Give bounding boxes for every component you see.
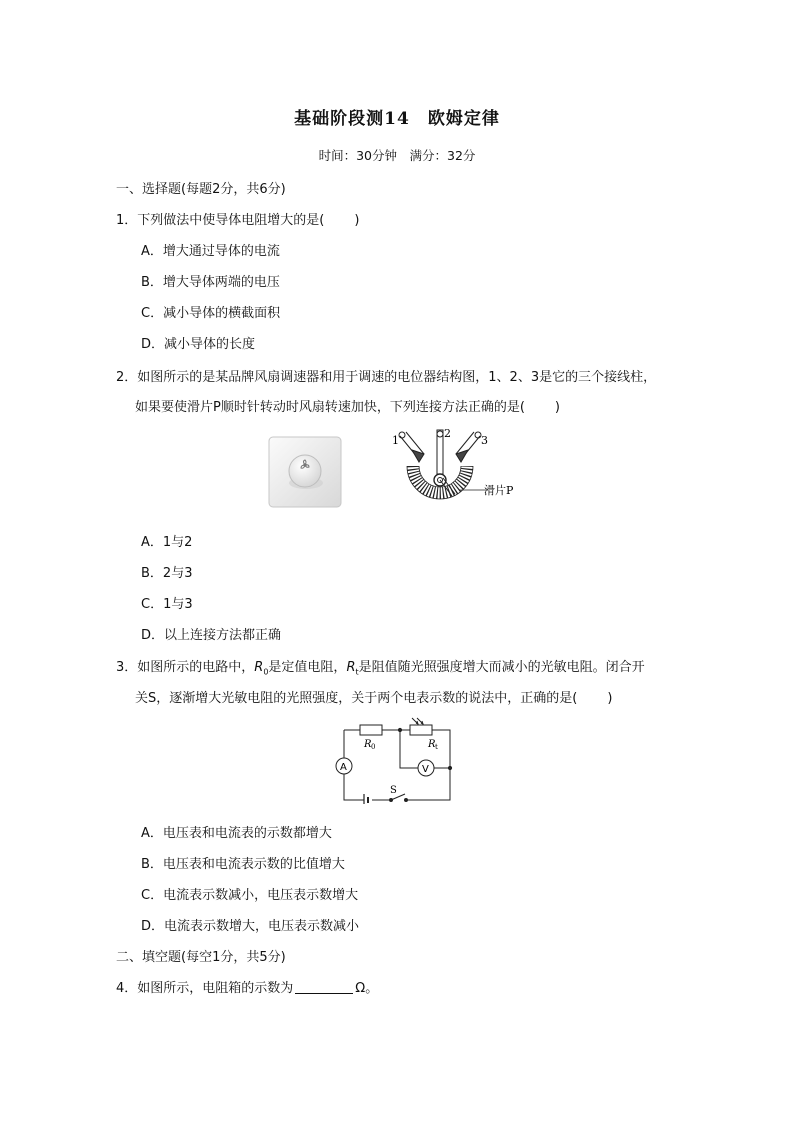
switch-label: S (390, 785, 397, 796)
terminal-3-lead (456, 432, 481, 462)
question-1-text: 1．下列做法中使导体电阻增大的是( (116, 213, 325, 228)
question-4-text: 4．如图所示，电阻箱的示数为 (116, 981, 294, 996)
page-title: 基础阶段测14 欧姆定律 (294, 109, 500, 129)
q1-option-c: C．减小导体的横截面积 (141, 306, 281, 321)
section-2-title: 二、填空题(每空1分，共5分) (116, 950, 286, 965)
q1-option-b: B．增大导体两端的电压 (141, 275, 280, 290)
q3-text-b: 是定值电阻， (268, 660, 347, 675)
q3-option-a: A．电压表和电流表的示数都增大 (141, 826, 332, 841)
answer-blank[interactable] (295, 993, 353, 994)
question-2-text: 如果要使滑片P顺时针转动时风扇转速加快，下列连接方法正确的是( (135, 400, 525, 415)
q3-option-d: D．电流表示数增大，电压表示数减小 (141, 919, 360, 934)
fan-controller-photo (268, 436, 342, 508)
section-1-title: 一、选择题(每题2分，共6分) (116, 182, 286, 197)
terminal-3-label: 3 (481, 434, 488, 447)
q3-option-c: C．电流表示数减小，电压表示数增大 (141, 888, 359, 903)
terminal-1-lead (399, 432, 424, 462)
r0-subscript: 0 (263, 667, 269, 677)
q3-option-b: B．电压表和电流表示数的比值增大 (141, 857, 345, 872)
rt-symbol: R (346, 660, 356, 675)
terminal-2-label: 2 (444, 427, 451, 440)
q2-option-b: B．2与3 (141, 566, 193, 581)
ammeter-label: A (340, 762, 347, 773)
q1-option-d: D．减小导体的长度 (141, 337, 256, 352)
answer-paren-close: ) (554, 400, 560, 415)
answer-paren-close: ) (354, 213, 360, 228)
q3-text-a: 3．如图所示的电路中， (116, 660, 255, 675)
q3-text-c: 是阻值随光照强度增大而减小的光敏电阻。闭合开 (358, 660, 645, 675)
q2-option-d: D．以上连接方法都正确 (141, 628, 282, 643)
q2-option-c: C．1与3 (141, 597, 193, 612)
question-1-stem (116, 209, 359, 228)
circuit-diagram (300, 716, 460, 804)
terminal-1-label: 1 (392, 434, 399, 447)
question-3-stem-line1 (116, 656, 645, 677)
resistor-r0 (360, 725, 382, 735)
rt-subscript: t (355, 667, 359, 677)
voltmeter-label: V (422, 764, 429, 775)
slider-label: 滑片P (484, 484, 514, 497)
photoresistor-rt (410, 725, 432, 735)
potentiometer-diagram (388, 424, 528, 516)
rt-label: R (428, 739, 436, 750)
r0-label: R (364, 739, 372, 750)
q2-option-a: A．1与2 (141, 535, 193, 550)
q1-option-a: A．增大通过导体的电流 (141, 244, 280, 259)
question-4-stem (116, 977, 378, 996)
question-3-text: 关S，逐渐增大光敏电阻的光照强度，关于两个电表示数的说法中，正确的是( (135, 691, 578, 706)
question-2-stem-line1: 2．如图所示的是某品牌风扇调速器和用于调速的电位器结构图，1、2、3是它的三个接线柱， (116, 370, 657, 385)
answer-paren-close: ) (607, 691, 613, 706)
question-2-stem-line2 (135, 396, 560, 415)
r0-label-sub: 0 (371, 743, 376, 751)
rt-label-sub: t (435, 743, 438, 751)
question-4-unit: Ω。 (355, 981, 379, 996)
r0-symbol: R (254, 660, 264, 675)
terminal-2-lead (437, 430, 443, 474)
question-3-stem-line2 (135, 687, 612, 706)
exam-meta: 时间：30分钟 满分：32分 (318, 148, 476, 163)
